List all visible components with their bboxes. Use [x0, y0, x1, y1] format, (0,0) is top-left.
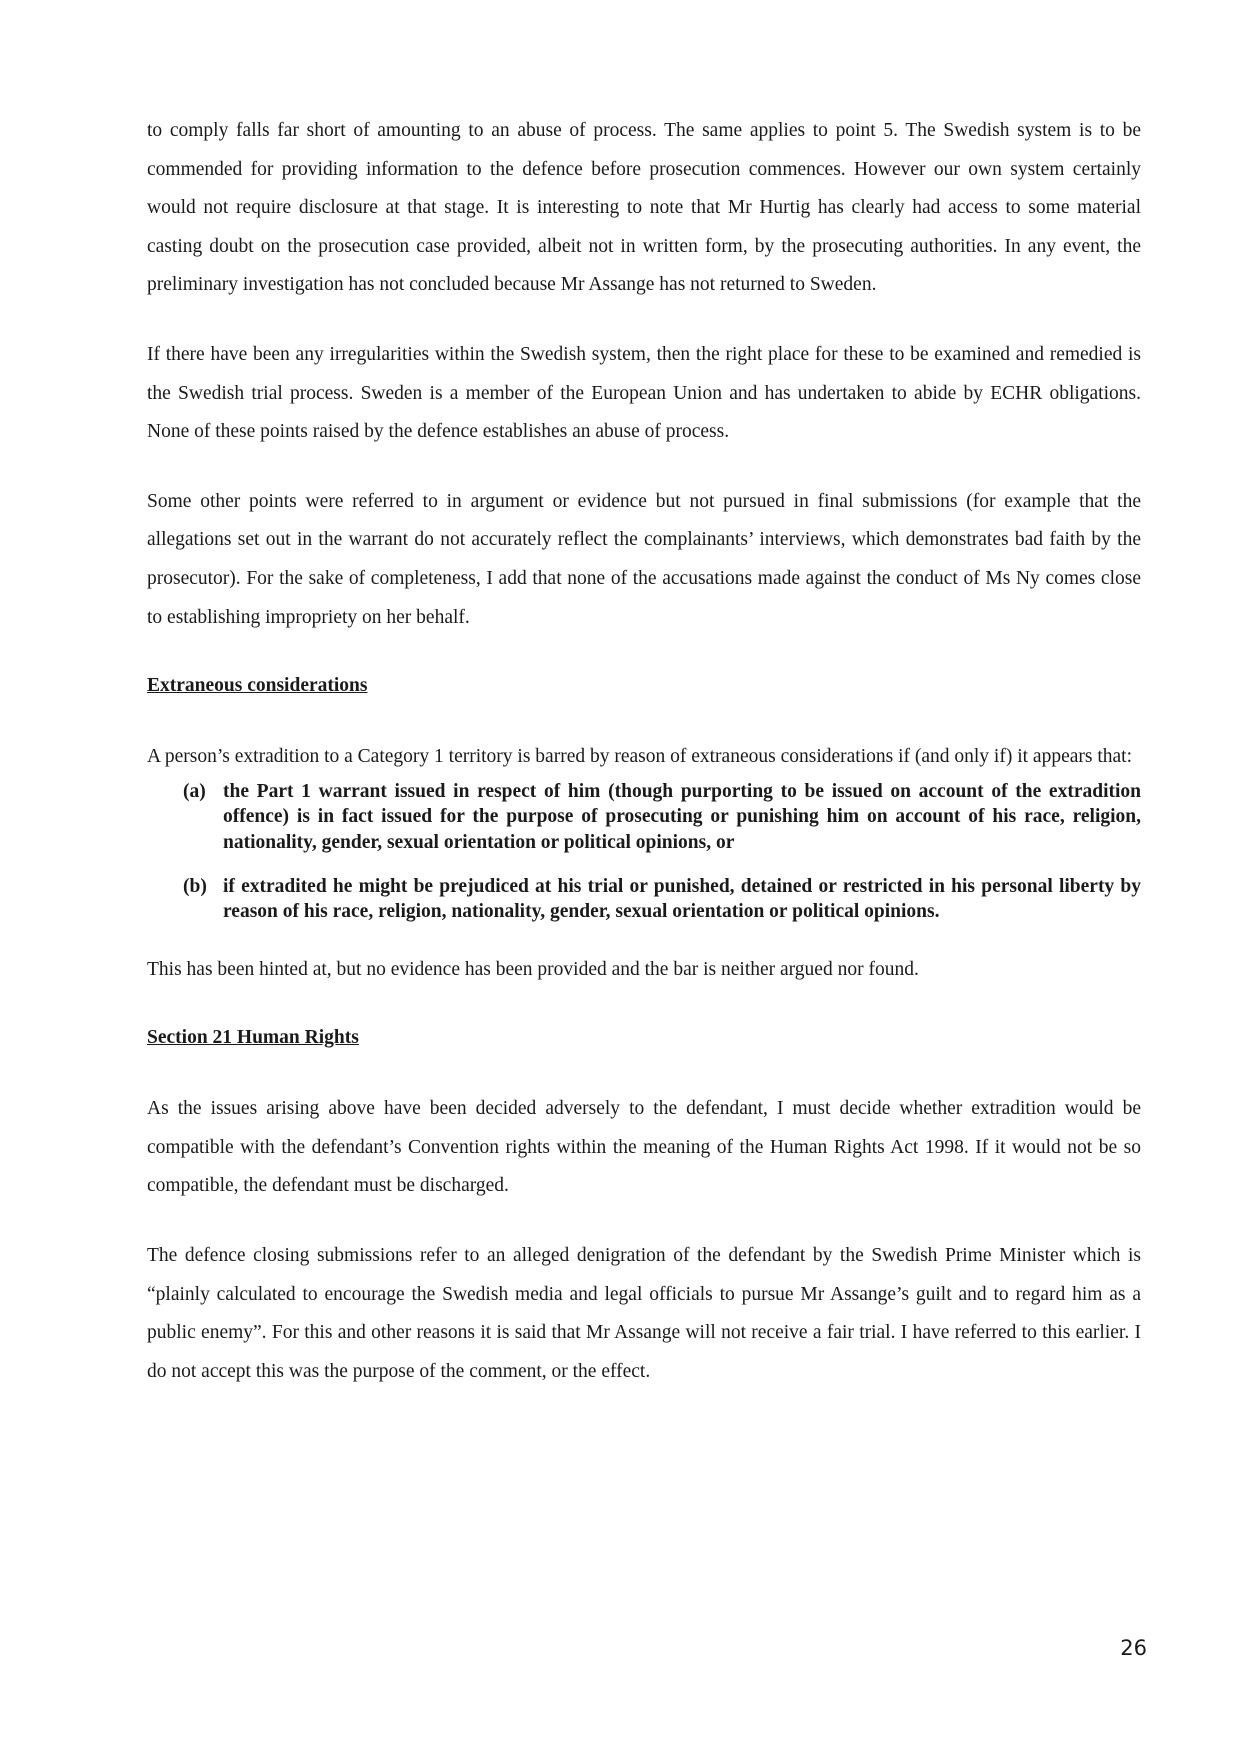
heading-section-21-human-rights: Section 21 Human Rights [147, 1027, 359, 1049]
paragraph-abuse-of-process-conclusion: to comply falls far short of amounting to an abuse of process. The same applies to point 5. The Swedish system is to be commended for providing information to the defence before prosecution commences. However our own system certainly would not require disclosure at that stage. It is interesting to note that Mr Hurtig has clearly had access to some material casting doubt on the prosecution case provided, albeit not in written form, by the prosecuting authorities. In any event, the preliminary investigation has not concluded because Mr Assange has not returned to Sweden. [147, 120, 1141, 296]
list-item-text: if extradited he might be prejudiced at his trial or punished, detained or restricted in his personal liberty by reason of his race, religion, nationality, gender, sexual orientation or political opinions. [223, 875, 1141, 923]
document-page [147, 112, 1141, 1391]
list-marker: (b) [183, 875, 207, 897]
paragraph-extradition-bar: A person’s extradition to a Category 1 territory is barred by reason of extraneous considerations if (and only if) it appears that: [147, 746, 1133, 768]
list-item-a [147, 779, 1141, 856]
heading-extraneous-considerations: Extraneous considerations [147, 675, 368, 697]
paragraph-bar-not-argued: This has been hinted at, but no evidence has been provided and the bar is neither argued nor found. [147, 958, 919, 980]
page-number: 26 [1120, 1636, 1147, 1660]
list-marker: (a) [183, 780, 206, 802]
paragraph-prime-minister-comments: The defence closing submissions refer to an alleged denigration of the defendant by the Swedish Prime Minister which is “plainly calculated to encourage the Swedish media and legal officials to pursue Mr Assange’s guilt and to regard him as a public enemy”. For this and other reasons it is said that Mr Assange will not receive a fair trial. I have referred to this earlier. I do not accept this was the purpose of the comment, or the effect. [147, 1245, 1141, 1382]
extraneous-considerations-list [147, 779, 1141, 925]
paragraph-other-points: Some other points were referred to in argument or evidence but not pursued in final submissions (for example that the allegations set out in the warrant do not accurately reflect the complainants’ interviews, which demonstrates bad faith by the prosecutor). For the sake of completeness, I add that none of the accusations made against the conduct of Ms Ny comes close to establishing impropriety on her behalf. [147, 490, 1141, 628]
list-item-b [147, 874, 1141, 925]
list-item-text: the Part 1 warrant issued in respect of him (though purporting to be issued on account of the extradition offence) is in fact issued for the purpose of prosecuting or punishing him on account of his race, religion, nationality, gender, sexual orientation or political opinions, or [223, 780, 1141, 853]
paragraph-convention-rights: As the issues arising above have been decided adversely to the defendant, I must decide whether extradition would be compatible with the defendant’s Convention rights within the meaning of the Human Rights Act 1998. If it would not be so compatible, the defendant must be discharged. [147, 1098, 1141, 1197]
paragraph-swedish-trial-process: If there have been any irregularities within the Swedish system, then the right place for these to be examined and remedied is the Swedish trial process. Sweden is a member of the European Union and has undertaken to abide by ECHR obligations. None of these points raised by the defence establishes an abuse of process. [147, 343, 1141, 443]
